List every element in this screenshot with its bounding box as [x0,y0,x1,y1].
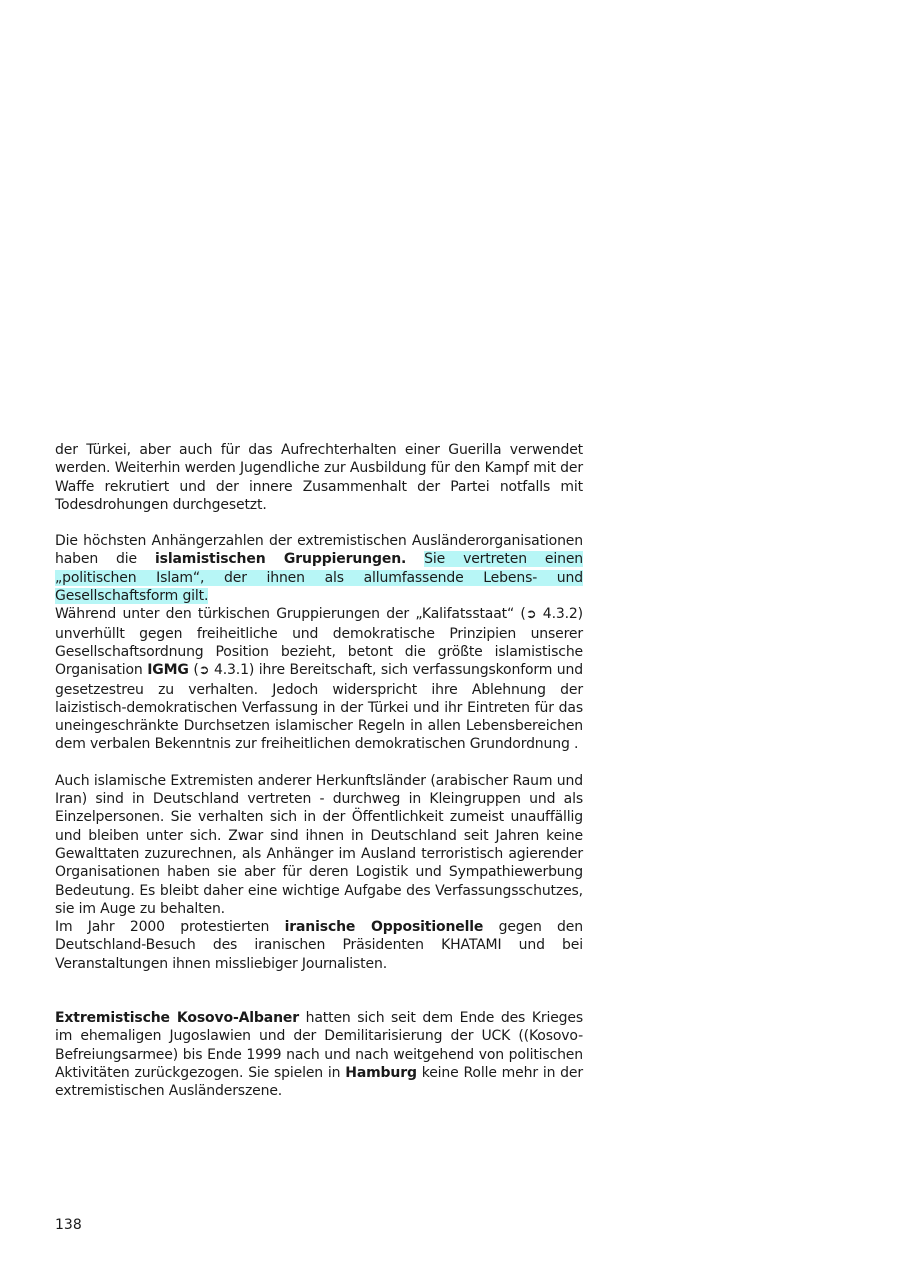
paragraph-iranian-opposition [55,918,583,973]
page-number: 138 [55,1217,82,1233]
text-span: Im Jahr 2000 protestierten [55,919,285,936]
cross-reference-arrow-icon: ➲ [198,663,210,679]
text-span: gegen den Deutschland-Besuch des iranischen Präsidenten KHATAMI und bei Veranstaltungen ihnen missliebiger Journalisten. [55,919,583,972]
highlighted-sentence: Sie vertreten einen „politischen Islam“, der ihnen als allumfassende Lebens- und Gesellschaftsform gilt. [55,551,584,605]
cross-reference-arrow-icon: ➲ [525,607,537,623]
text-span: 4.3.2) unverhüllt gegen freiheitliche und demokratische Prinzipien unserer Gesellschaftsordnung Position bezieht, betont die größte islamistische Organisation [55,606,583,679]
paragraph-other-extremists: Auch islamische Extremisten anderer Herkunftsländer (arabischer Raum und Iran) sind in Deutschland vertreten - durchweg in Kleingruppen und als Einzelpersonen. Sie verhalten sich in der Öffentlichkeit zumeist unauffällig und bleiben unter sich. Zwar sind ihnen in Deutschland seit Jahren keine Gewalttaten zuzurechnen, als Anhänger im Ausland terroristisch agierender Organisationen haben sie aber für deren Logistik und Sympathiewerbung Bedeutung. Es bleibt daher eine wichtige Aufgabe des Verfassungsschutzes, sie im Auge zu behalten. [55,772,583,917]
paragraph-pkk-guerilla: der Türkei, aber auch für das Aufrechterhalten einer Guerilla verwendet werden. Weiterhin werden Jugendliche zur Ausbildung für den Kampf mit der Waffe rekrutiert und der innere Zusammenhalt der Partei notfalls mit Todesdrohungen durchgesetzt. [55,442,583,513]
bold-term-islamist-groups: islamistischen Gruppierungen. [154,551,407,568]
text-span: ( [188,662,199,679]
paragraph-kosovo-albanians [55,1009,583,1100]
text-span: Während unter den türkischen Gruppierungen der „Kalifatsstaat“ ( [55,606,526,623]
bold-term-iranian-opposition: iranische Oppositionelle [284,919,484,936]
text-span: hatten sich seit dem Ende des Krieges im ehemaligen Jugoslawien und der Demilitarisierung der UCK ((Kosovo-Befreiungsarmee) bis Ende 1999 nach und nach weitgehend von politischen Aktivitäten zurückgezogen. Sie spielen in [55,1010,583,1081]
text-span: 4.3.1) ihre Bereitschaft, sich verfassungskonform und gesetzestreu zu verhalten. Jedoch widerspricht ihre Ablehnung der laizistisch-demokratischen Verfassung in der Türkei und ihr Eintreten für das uneingeschränkte Durchsetzen islamischer Regeln in allen Lebensbereichen dem verbalen Bekenntnis zur freiheitlichen demokratischen Grundordnung . [55,662,583,753]
text-span: Die höchsten Anhängerzahlen der extremistischen Ausländerorganisationen haben die [55,533,583,568]
body-text [55,441,583,1101]
text-span: keine Rolle mehr in der extremistischen Ausländerszene. [55,1064,583,1100]
bold-term-hamburg: Hamburg [345,1064,417,1081]
bold-term-igmg: IGMG [147,662,189,679]
bold-term-kosovo-albanians: Extremistische Kosovo-Albaner [55,1010,300,1027]
paragraph-islamist-groups [55,532,583,754]
